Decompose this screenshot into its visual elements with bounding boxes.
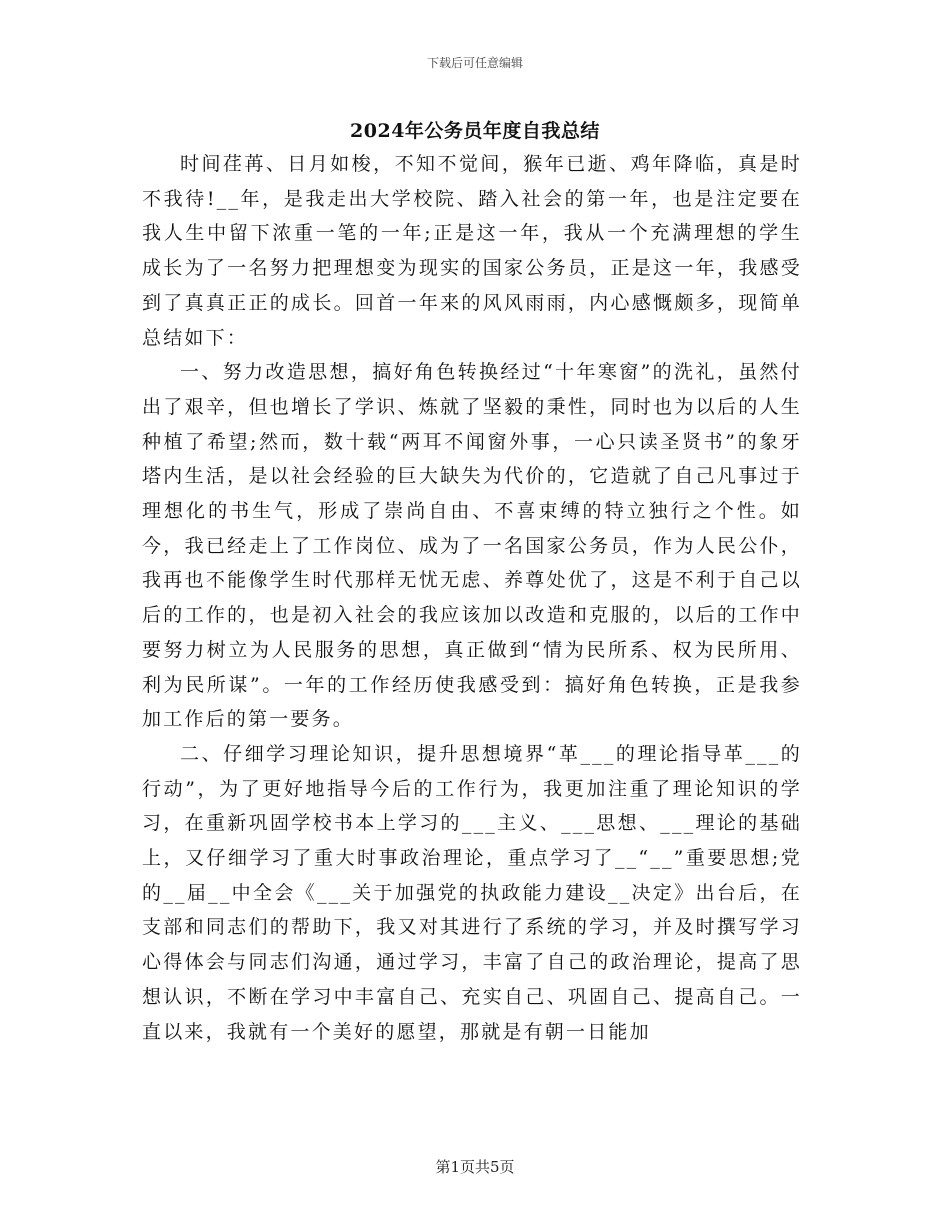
- paragraph-section-one: 一、努力改造思想，搞好角色转换经过“十年寒窗”的洗礼，虽然付出了艰辛，但也增长了学识、炼就了坚毅的秉性，同时也为以后的人生种植了希望;然而，数十载“两耳不闻窗外事，一心只读圣贤书”的象牙塔内生活，是以社会经验的巨大缺失为代价的，它造就了自己凡事过于理想化的书生气，形成了崇尚自由、不喜束缚的特立独行之个性。如今，我已经走上了工作岗位、成为了一名国家公务员，作为人民公仆，我再也不能像学生时代那样无忧无虑、养尊处优了，这是不利于自己以后的工作的，也是初入社会的我应该加以改造和克服的，以后的工作中要努力树立为人民服务的思想，真正做到“情为民所系、权为民所用、利为民所谋”。一年的工作经历使我感受到：搞好角色转换，正是我参加工作后的第一要务。: [142, 361, 802, 731]
- document-body: [142, 147, 802, 1049]
- paragraph-intro: 时间荏苒、日月如梭，不知不觉间，猴年已逝、鸡年降临，真是时不我待!__年，是我走出大学校院、踏入社会的第一年，也是注定要在我人生中留下浓重一笔的一年;正是这一年，我从一个充满理想的学生成长为了一名努力把理想变为现实的国家公务员，正是这一年，我感受到了真真正正的成长。回首一年来的风风雨雨，内心感慨颇多，现简单总结如下：: [142, 153, 802, 349]
- page-number-footer: 第1页共5页: [435, 1158, 515, 1176]
- paragraph-section-two: 二、仔细学习理论知识，提升思想境界“革___的理论指导革___的行动”，为了更好地指导今后的工作行为，我更加注重了理论知识的学习，在重新巩固学校书本上学习的___主义、___思想、___理论的基础上，又仔细学习了重大时事政治理论，重点学习了__“__”重要思想;党的__届__中全会《___关于加强党的执政能力建设__决定》出台后，在支部和同志们的帮助下，我又对其进行了系统的学习，并及时撰写学习心得体会与同志们沟通，通过学习，丰富了自己的政治理论，提高了思想认识，不断在学习中丰富自己、充实自己、巩固自己、提高自己。一直以来，我就有一个美好的愿望，那就是有朝一日能加: [142, 742, 802, 1043]
- document-title: 2024年公务员年度自我总结: [350, 120, 600, 142]
- header-note: 下载后可任意编辑: [426, 56, 523, 70]
